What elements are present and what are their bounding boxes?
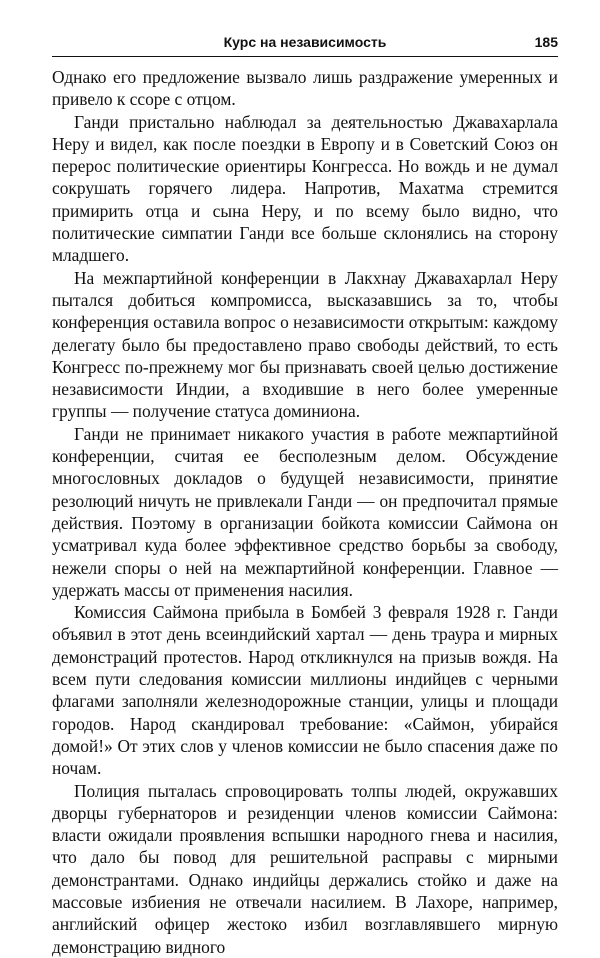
- chapter-title: Курс на независимость: [223, 34, 387, 50]
- paragraph-6: Полиция пыталась спровоцировать толпы людей, окружавших дворцы губернаторов и резиденции членов комиссии Саймона: власти ожидали проявления вспышки народного гнева и насилия, что дало бы повод для решительной расправы с мирными демонстрантами. Однако индийцы держались стойко и даже на массовые избиения не отвечали насилием. В Лахоре, например, английский офицер жестоко избил возглавлявшего мирную демонстрацию видного: [52, 780, 558, 957]
- paragraph-2: Ганди пристально наблюдал за деятельностью Джавахарлала Неру и видел, как после поездки в Европу и в Советский Союз он перерос политические ориентиры Конгресса. Но вождь и не думал сокрушать горячего лидера. Напротив, Махатма стремится примирить отца и сына Неру, и по всему было видно, что политические симпатии Ганди все больше склонялись на сторону младшего.: [52, 111, 558, 266]
- paragraph-4: Ганди не принимает никакого участия в работе межпартийной конференции, считая ее бесполезным делом. Обсуждение многословных докладов о будущей независимости, принятие резолюций ничуть не привлекали Ганди — он предпочитал прямые действия. Поэтому в организации бойкота комиссии Саймона он усматривал куда более эффективное средство борьбы за свободу, нежели споры о ней на межпартийной конференции. Главное — удержать массы от применения насилия.: [52, 423, 558, 600]
- paragraph-3: На межпартийной конференции в Лакхнау Джавахарлал Неру пытался добиться компромисса, высказавшись за то, чтобы конференция оставила вопрос о независимости открытым: каждому делегату было бы предоставлено право свободы действий, то есть Конгресс по-прежнему мог бы признавать своей целью достижение независимости Индии, а входившие в него более умеренные группы — получение статуса доминиона.: [52, 267, 558, 422]
- paragraph-5: Комиссия Саймона прибыла в Бомбей 3 февраля 1928 г. Ганди объявил в этот день всеиндийский хартал — день траура и мирных демонстраций протестов. Народ откликнулся на призыв вождя. На всем пути следования комиссии миллионы индийцев с черными флагами заполняли железнодорожные станции, улицы и площади городов. Народ скандировал требование: «Саймон, убирайся домой!» От этих слов у членов комиссии не было спасения даже по ночам.: [52, 602, 558, 779]
- paragraph-1: Однако его предложение вызвало лишь раздражение умеренных и привело к ссоре с отцом.: [52, 67, 558, 110]
- book-page: [52, 30, 558, 958]
- page-number: 185: [534, 34, 558, 50]
- body-text: [52, 66, 558, 958]
- running-header: [52, 30, 558, 57]
